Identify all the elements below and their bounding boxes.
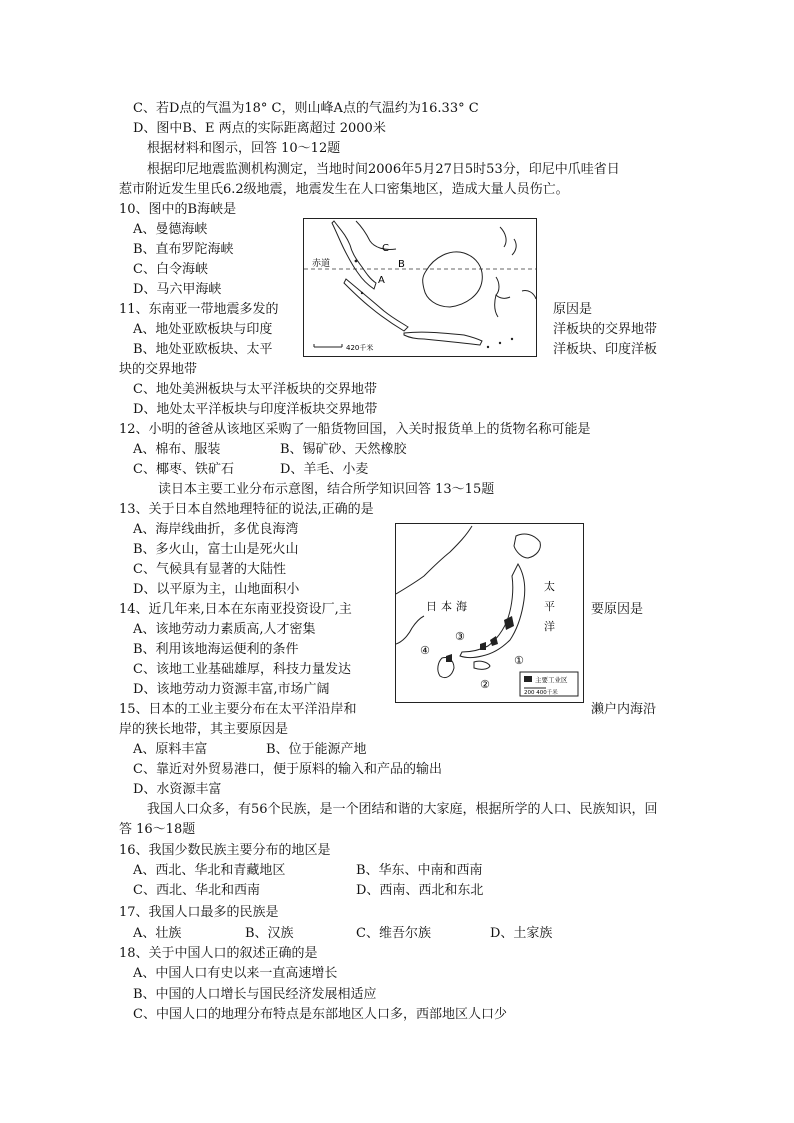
philippines-islands bbox=[500, 227, 516, 255]
question-14: 14、近几年来,日本在东南亚投资设厂,主 bbox=[119, 602, 352, 617]
marker-1: ① bbox=[514, 654, 524, 667]
option-10d: D、马六甲海峡 bbox=[133, 282, 222, 297]
japan-industry-map bbox=[395, 523, 584, 703]
korea-coast bbox=[396, 616, 424, 644]
strait-label-a: A bbox=[378, 275, 385, 286]
pacific-label-3: 洋 bbox=[544, 620, 555, 633]
option-13a: A、海岸线曲折，多优良海湾 bbox=[133, 522, 299, 537]
option-16a: A、西北、华北和青藏地区 bbox=[133, 863, 286, 878]
option-11c: C、地处美洲板块与太平洋板块的交界地带 bbox=[133, 382, 377, 397]
option-18c: C、中国人口的地理分布特点是东部地区人口多，西部地区人口少 bbox=[133, 1007, 507, 1022]
marker-2: ② bbox=[480, 678, 490, 691]
option-12c: C、椰枣、铁矿石 bbox=[133, 462, 234, 477]
industrial-zone-hanshin bbox=[480, 642, 486, 650]
malay-peninsula bbox=[332, 221, 376, 289]
option-17a: A、壮族 bbox=[133, 926, 182, 941]
scale-label: 420千米 bbox=[346, 344, 374, 352]
option-9d: D、图中B、E 两点的实际距离超过 2000米 bbox=[133, 121, 386, 136]
material-16-18-cont: 答 16～18题 bbox=[119, 822, 196, 837]
option-12d: D、羊毛、小麦 bbox=[280, 462, 369, 477]
pacific-label-1: 太 bbox=[544, 580, 555, 593]
option-14c: C、该地工业基础雄厚，科技力量发达 bbox=[133, 662, 351, 677]
shikoku-island bbox=[474, 661, 490, 669]
option-11b: B、地处亚欧板块、太平 bbox=[133, 342, 273, 357]
question-14-right: 要原因是 bbox=[591, 602, 644, 617]
option-15b: B、位于能源产地 bbox=[266, 742, 367, 757]
option-11a-right: 洋板块的交界地带 bbox=[553, 322, 658, 337]
new-guinea-coast bbox=[522, 290, 536, 299]
instruction-10-12: 根据材料和图示，回答 10～12题 bbox=[147, 141, 341, 156]
question-12: 12、小明的爸爸从该地区采购了一船货物回国，入关时报货单上的货物名称可能是 bbox=[119, 422, 591, 437]
industrial-zone-kitakyushu bbox=[446, 654, 452, 662]
indochina-coast bbox=[356, 221, 396, 250]
question-18: 18、关于中国人口的叙述正确的是 bbox=[119, 946, 318, 961]
marker-3: ③ bbox=[455, 630, 465, 643]
mainland-coast bbox=[396, 526, 472, 594]
option-11a: A、地处亚欧板块与印度 bbox=[133, 322, 273, 337]
option-15a: A、原料丰富 bbox=[133, 742, 208, 757]
sulawesi-island bbox=[495, 277, 510, 317]
option-17b: B、汉族 bbox=[245, 926, 294, 941]
question-15: 15、日本的工业主要分布在太平洋沿岸和 bbox=[119, 702, 357, 717]
option-14a: A、该地劳动力素质高,人才密集 bbox=[133, 622, 316, 637]
borneo-island bbox=[423, 252, 483, 307]
pacific-label-2: 平 bbox=[544, 600, 555, 613]
option-16c: C、西北、华北和西南 bbox=[133, 883, 260, 898]
industrial-zone-keihin bbox=[504, 616, 514, 630]
option-11b-right: 洋板块、印度洋板 bbox=[553, 342, 658, 357]
option-11d: D、地处太平洋板块与印度洋板块交界地带 bbox=[133, 402, 378, 417]
material-16-18: 我国人口众多，有56个民族，是一个团结和谐的大家庭，根据所学的人口、民族知识，回 bbox=[147, 802, 658, 817]
option-15d: D、水资源丰富 bbox=[133, 782, 222, 797]
option-17d: D、土家族 bbox=[490, 926, 553, 941]
option-10c: C、白令海峡 bbox=[133, 262, 208, 277]
option-15c: C、靠近对外贸易港口，便于原料的输入和产品的输出 bbox=[133, 762, 442, 777]
option-12b: B、锡矿砂、天然橡胶 bbox=[280, 442, 407, 457]
question-10: 10、图中的B海峡是 bbox=[119, 202, 237, 217]
legend-scale: 200 400千米 bbox=[524, 690, 558, 696]
option-14d: D、该地劳动力资源丰富,市场广阔 bbox=[133, 682, 330, 697]
equator-label: 赤道 bbox=[312, 259, 331, 269]
sea-of-japan-label: 日本海 bbox=[426, 600, 471, 613]
southeast-asia-map bbox=[303, 218, 537, 357]
legend-label: 主要工业区 bbox=[535, 676, 568, 684]
question-11-right: 原因是 bbox=[553, 302, 593, 317]
option-9c: C、若D点的气温为18° C，则山峰A点的气温约为16.33° C bbox=[133, 101, 479, 116]
question-15-right: 濑户内海沿 bbox=[591, 702, 657, 717]
java-island bbox=[404, 332, 482, 345]
option-18b: B、中国的人口增长与国民经济发展相适应 bbox=[133, 987, 377, 1002]
option-10b: B、直布罗陀海峡 bbox=[133, 242, 234, 257]
question-11: 11、东南亚一带地震多发的 bbox=[119, 302, 279, 317]
option-10a: A、曼德海峡 bbox=[133, 222, 208, 237]
material-line-2: 惹市附近发生里氏6.2级地震，地震发生在人口密集地区，造成大量人员伤亡。 bbox=[119, 182, 569, 197]
option-16d: D、西南、西北和东北 bbox=[356, 883, 484, 898]
option-13c: C、气候具有显著的大陆性 bbox=[133, 562, 286, 577]
legend-swatch bbox=[524, 676, 532, 682]
option-13b: B、多火山，富士山是死火山 bbox=[133, 542, 299, 557]
strait-label-c: C bbox=[382, 243, 389, 254]
question-16: 16、我国少数民族主要分布的地区是 bbox=[119, 843, 331, 858]
option-13d: D、以平原为主，山地面积小 bbox=[133, 582, 300, 597]
material-line-1: 根据印尼地震监测机构测定，当地时间2006年5月27日5时53分，印尼中爪哇省日 bbox=[147, 162, 620, 177]
question-15-cont: 岸的狭长地带，其主要原因是 bbox=[119, 722, 289, 737]
question-17: 17、我国人口最多的民族是 bbox=[119, 905, 279, 920]
option-18a: A、中国人口有史以来一直高速增长 bbox=[133, 966, 338, 981]
instruction-13-15: 读日本主要工业分布示意图，结合所学知识回答 13～15题 bbox=[158, 482, 495, 497]
option-16b: B、华东、中南和西南 bbox=[356, 863, 483, 878]
option-17c: C、维吾尔族 bbox=[356, 926, 431, 941]
question-13: 13、关于日本自然地理特征的说法,正确的是 bbox=[119, 502, 374, 517]
option-12a: A、棉布、服装 bbox=[133, 442, 221, 457]
strait-label-b: B bbox=[398, 259, 405, 270]
option-11b-cont: 块的交界地带 bbox=[119, 362, 198, 377]
option-14b: B、利用该地海运便利的条件 bbox=[133, 642, 299, 657]
hokkaido-island bbox=[514, 534, 540, 558]
sumatra-island bbox=[344, 279, 408, 331]
marker-4: ④ bbox=[420, 644, 430, 657]
